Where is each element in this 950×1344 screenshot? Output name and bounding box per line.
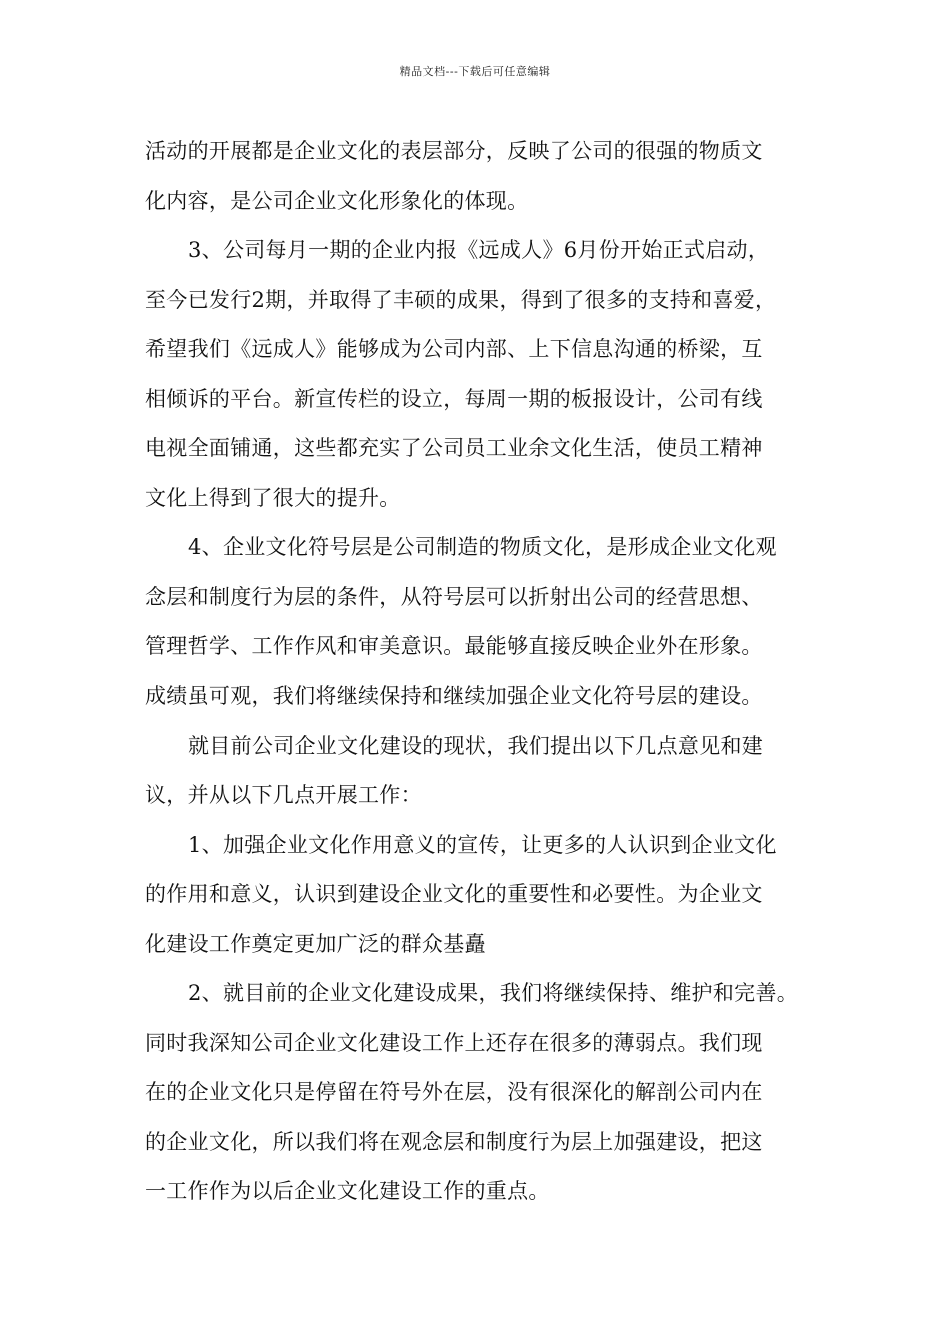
text-line: 在的企业文化只是停留在符号外在层，没有很深化的解剖公司内在 (145, 1080, 763, 1105)
text-line: 活动的开展都是企业文化的表层部分，反映了公司的很强的物质文 (145, 139, 763, 163)
text-line: 的作用和意义，认识到建设企业文化的重要性和必要性。为企业文 (145, 882, 763, 907)
document-body (145, 127, 820, 1217)
text-line: 成绩虽可观，我们将继续保持和继续加强企业文化符号层的建设。 (145, 684, 763, 709)
text-line: 文化上得到了很大的提升。 (145, 485, 401, 510)
text-line: 希望我们《远成人》能够成为公司内部、上下信息沟通的桥梁，互 (145, 337, 763, 362)
text-line: 管理哲学、工作作风和审美意识。最能够直接反映企业外在形象。 (145, 634, 763, 659)
paragraph-start-line: 4、企业文化符号层是公司制造的物质文化，是形成企业文化观 (188, 535, 777, 560)
text-line: 同时我深知公司企业文化建设工作上还存在很多的薄弱点。我们现 (145, 1030, 763, 1055)
paragraph-start-line: 3、公司每月一期的企业内报《远成人》6月份开始正式启动， (188, 238, 770, 263)
paragraph-start-line: 2、就目前的企业文化建设成果，我们将继续保持、维护和完善。 (188, 981, 799, 1006)
paragraph-start-line: 1、加强企业文化作用意义的宣传，让更多的人认识到企业文化 (188, 832, 777, 857)
text-line: 化内容，是公司企业文化形象化的体现。 (145, 188, 529, 213)
text-line: 电视全面铺通，这些都充实了公司员工业余文化生活，使员工精神 (145, 436, 763, 461)
paragraph-start-line: 就目前公司企业文化建设的现状，我们提出以下几点意见和建 (188, 733, 764, 758)
text-line: 相倾诉的平台。新宣传栏的设立，每周一期的板报设计，公司有线 (145, 386, 763, 411)
text-line: 的企业文化，所以我们将在观念层和制度行为层上加强建设，把这 (145, 1129, 763, 1154)
text-line: 化建设工作奠定更加广泛的群众基矗 (145, 931, 486, 956)
text-line: 议，并从以下几点开展工作： (145, 783, 422, 808)
text-line: 至今已发行2期，并取得了丰硕的成果，得到了很多的支持和喜爱， (145, 287, 777, 312)
page-header: 精品文档---下载后可任意编辑 (399, 65, 551, 78)
text-line: 一工作作为以后企业文化建设工作的重点。 (145, 1179, 550, 1204)
text-line: 念层和制度行为层的条件，从符号层可以折射出公司的经营思想、 (145, 584, 763, 609)
